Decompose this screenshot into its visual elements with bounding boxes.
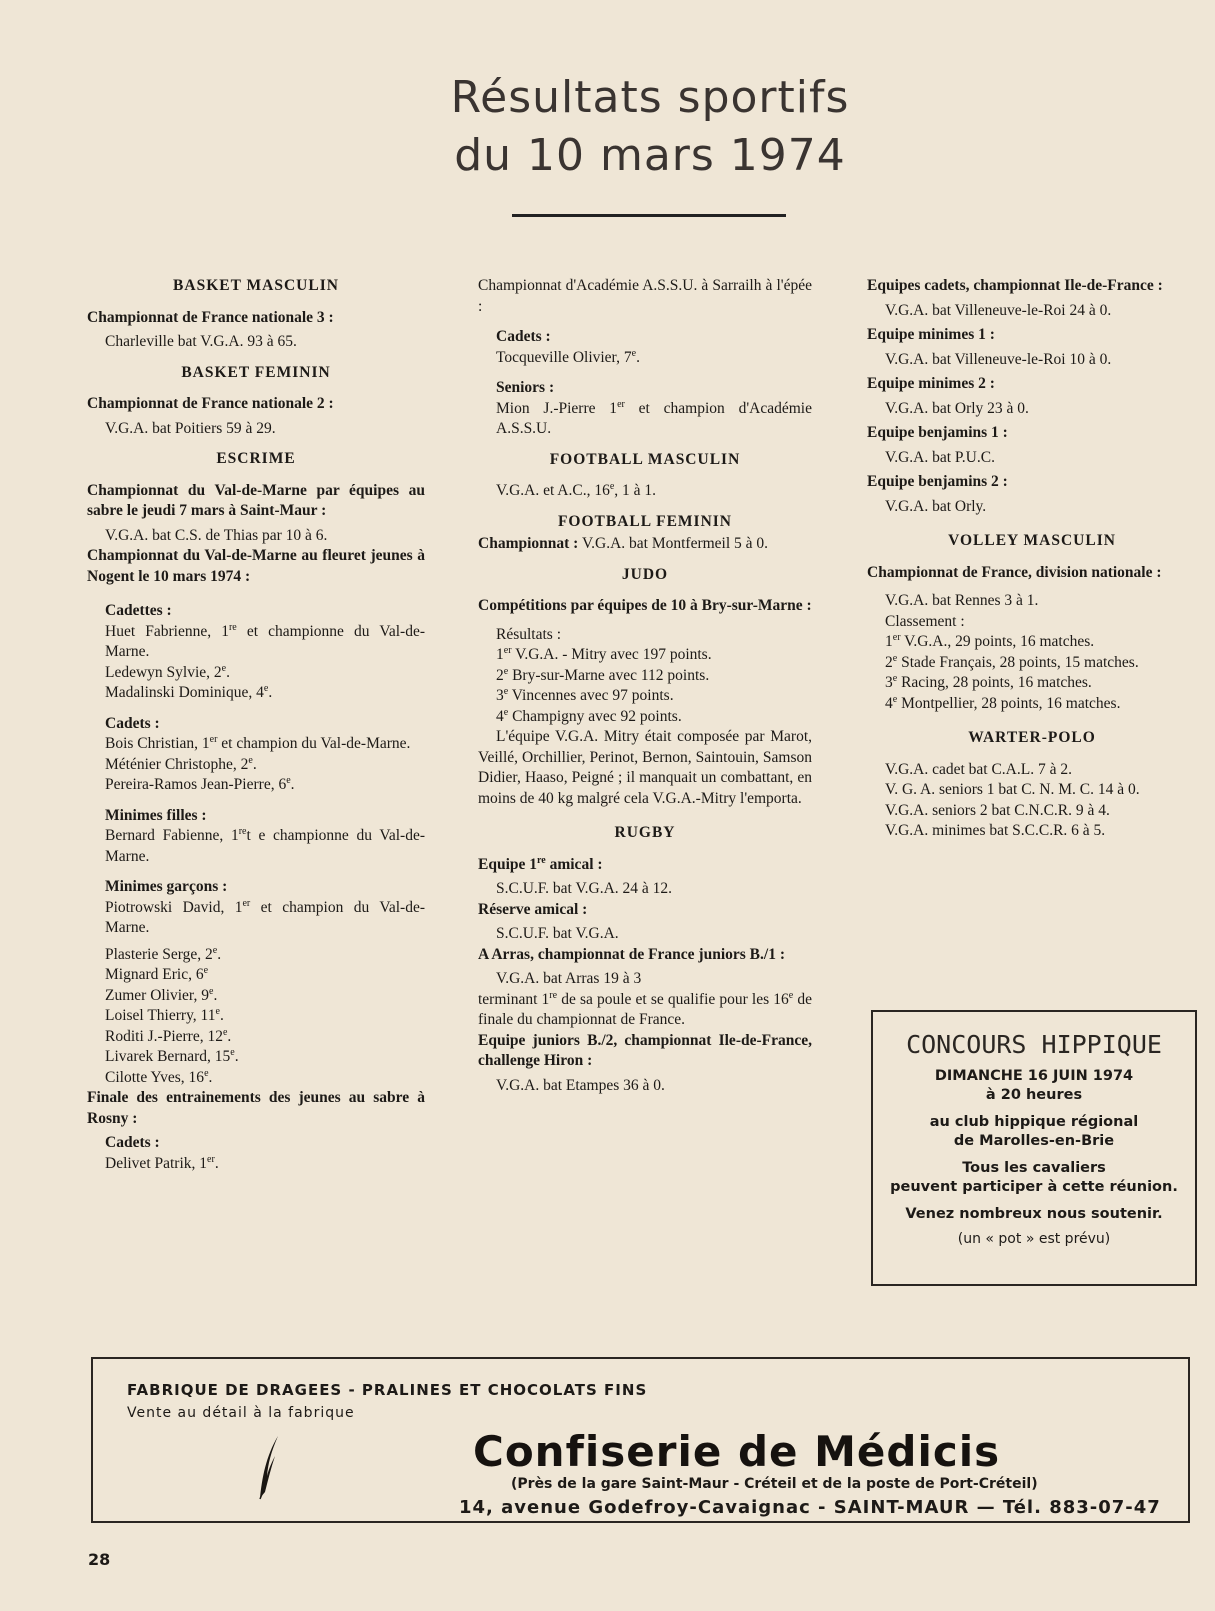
box-date: DIMANCHE 16 JUIN 1974 bbox=[934, 1068, 1134, 1084]
finale-cadets-heading: Cadets : bbox=[105, 1134, 160, 1151]
ad-address: (Près de la gare Saint-Maur - Créteil et de la poste de Port-Créteil) bbox=[511, 1476, 1038, 1492]
column-2 bbox=[478, 276, 812, 1096]
judo-text: L'équipe V.G.A. Mitry était composée par Marot, Veillé, Orchillier, Perinot, Bernon, Saintouin, Samson Didier, Haaso, Peigné ; il manquait un combattant, en moins de 40 kg malgré cela V.G.A.-Mitry l'emporta. bbox=[478, 728, 812, 807]
assu-seniors-heading: Seniors : bbox=[496, 379, 555, 396]
basket-m-result: Charleville bat V.G.A. 93 à 65. bbox=[105, 333, 297, 350]
escrime-result-1: V.G.A. bat C.S. de Thias par 10 à 6. bbox=[105, 526, 328, 544]
escrime-competition-2: Championnat du Val-de-Marne au fleuret jeunes à Nogent le 10 mars 1974 : bbox=[87, 547, 425, 585]
page-title-line-2: du 10 mars 1974 bbox=[454, 130, 846, 181]
cadettes-result-1: Huet Fabrienne, 1re et championne du Val-de-Marne. bbox=[105, 621, 425, 660]
basket-m-competition: Championnat de France nationale 3 : bbox=[87, 308, 334, 326]
concours-hippique-box bbox=[871, 1010, 1197, 1286]
heading-escrime: ESCRIME bbox=[216, 450, 296, 467]
cadets-result-1: Bois Christian, 1er et champion du Val-de-Marne. bbox=[105, 733, 411, 752]
minimes-filles-heading: Minimes filles : bbox=[105, 806, 207, 824]
volley-competition: Championnat de France, division nationale : bbox=[867, 563, 1162, 581]
feather-icon bbox=[256, 1434, 282, 1500]
list-item: V. G. A. seniors 1 bat C. N. M. C. 14 à 0. bbox=[885, 781, 1140, 798]
judo-results-label: Résultats : bbox=[496, 625, 562, 643]
rugby-equipe-1-result: S.C.U.F. bat V.G.A. 24 à 12. bbox=[496, 880, 673, 897]
minimes-2: Equipe minimes 2 : bbox=[867, 375, 995, 392]
cadets-result-2: Méténier Christophe, 2e. bbox=[105, 754, 257, 773]
rugby-arras-result: V.G.A. bat Arras 19 à 3 bbox=[496, 970, 642, 987]
assu-seniors-result: Mion J.-Pierre 1er et champion d'Académie A.S.S.U. bbox=[496, 398, 812, 437]
box-title: CONCOURS HIPPIQUE bbox=[906, 1030, 1162, 1059]
box-venez: Venez nombreux nous soutenir. bbox=[905, 1206, 1163, 1222]
finale-heading: Finale des entrainements des jeunes au sabre à Rosny : bbox=[87, 1089, 425, 1127]
confiserie-advertisement bbox=[91, 1357, 1190, 1523]
rugby-equipe-1: Equipe 1re amical : bbox=[478, 854, 603, 873]
heading-basket-masculin: BASKET MASCULIN bbox=[173, 277, 339, 294]
volley-result: V.G.A. bat Rennes 3 à 1. bbox=[885, 592, 1039, 609]
benjamins-2-result: V.G.A. bat Orly. bbox=[885, 497, 987, 515]
minimes-1: Equipe minimes 1 : bbox=[867, 326, 995, 343]
rugby-juniors: Equipe juniors B./2, championnat Ile-de-France, challenge Hiron : bbox=[478, 1031, 812, 1069]
heading-judo: JUDO bbox=[621, 565, 669, 583]
heading-basket-feminin: BASKET FEMININ bbox=[181, 363, 331, 381]
benjamins-2: Equipe benjamins 2 : bbox=[867, 473, 1008, 490]
football-m-result: V.G.A. et A.C., 16e, 1 à 1. bbox=[496, 480, 657, 499]
box-pot: (un « pot » est prévu) bbox=[957, 1231, 1111, 1247]
cadettes-result-3: Madalinski Dominique, 4e. bbox=[105, 682, 273, 701]
heading-volley-masculin: VOLLEY MASCULIN bbox=[948, 532, 1116, 549]
minimes-2-result: V.G.A. bat Orly 23 à 0. bbox=[885, 399, 1029, 417]
box-cavaliers-2: peuvent participer à cette réunion. bbox=[890, 1179, 1178, 1195]
minimes-garcons-result-1: Piotrowski David, 1er et champion du Val-de-Marne. bbox=[105, 897, 425, 936]
escrime-competition-1: Championnat du Val-de-Marne par équipes au sabre le jeudi 7 mars à Saint-Maur : bbox=[87, 481, 425, 519]
list-item: V.G.A. cadet bat C.A.L. 7 à 2. bbox=[885, 760, 1072, 778]
heading-warter-polo: WARTER-POLO bbox=[968, 729, 1096, 746]
box-place-1: au club hippique régional bbox=[929, 1114, 1139, 1130]
minimes-1-result: V.G.A. bat Villeneuve-le-Roi 10 à 0. bbox=[885, 350, 1112, 368]
benjamins-1-result: V.G.A. bat P.U.C. bbox=[885, 448, 995, 466]
cadets-ile-de-france: Equipes cadets, championnat Ile-de-France : bbox=[867, 277, 1163, 294]
minimes-garcons-heading: Minimes garçons : bbox=[105, 878, 228, 895]
box-place-2: de Marolles-en-Brie bbox=[953, 1133, 1115, 1149]
list-item: 3e Racing, 28 points, 16 matches. bbox=[885, 672, 1092, 691]
classement-label: Classement : bbox=[885, 612, 965, 630]
basket-f-competition: Championnat de France nationale 2 : bbox=[87, 395, 334, 412]
ad-telephone: 14, avenue Godefroy-Cavaignac - SAINT-MAUR — Tél. 883-07-47 bbox=[459, 1497, 1161, 1518]
list-item: 1er V.G.A., 29 points, 16 matches. bbox=[885, 631, 1095, 650]
football-f-result: Championnat : V.G.A. bat Montfermeil 5 à 0. bbox=[478, 535, 769, 552]
list-item: 1er V.G.A. - Mitry avec 197 points. bbox=[496, 644, 712, 663]
column-3 bbox=[867, 276, 1197, 842]
list-item: Roditi J.-Pierre, 12e. bbox=[105, 1026, 232, 1045]
assu-cadets-result: Tocqueville Olivier, 7e. bbox=[496, 347, 640, 366]
list-item: 2e Stade Français, 28 points, 15 matches. bbox=[885, 652, 1139, 671]
rugby-reserve-result: S.C.U.F. bat V.G.A. bbox=[496, 925, 619, 942]
assu-cadets-heading: Cadets : bbox=[496, 328, 551, 345]
assu-competition: Championnat d'Académie A.S.S.U. à Sarrailh à l'épée : bbox=[478, 277, 812, 315]
rugby-reserve: Réserve amical : bbox=[478, 900, 588, 918]
basket-f-result: V.G.A. bat Poitiers 59 à 29. bbox=[105, 419, 276, 437]
minimes-filles-result: Bernard Fabienne, 1ret e championne du Val-de-Marne. bbox=[105, 825, 425, 865]
heading-football-masculin: FOOTBALL MASCULIN bbox=[549, 450, 741, 468]
list-item: V.G.A. minimes bat S.C.C.R. 6 à 5. bbox=[885, 822, 1106, 839]
column-1 bbox=[87, 276, 425, 1174]
box-cavaliers-1: Tous les cavaliers bbox=[962, 1160, 1106, 1176]
finale-result: Delivet Patrik, 1er. bbox=[105, 1153, 219, 1172]
heading-rugby: RUGBY bbox=[614, 824, 676, 841]
list-item: 3e Vincennes avec 97 points. bbox=[496, 685, 674, 704]
list-item: Plasterie Serge, 2e. bbox=[105, 944, 222, 963]
box-time: à 20 heures bbox=[985, 1087, 1083, 1103]
cadettes-result-2: Ledewyn Sylvie, 2e. bbox=[105, 662, 230, 681]
list-item: Mignard Eric, 6e bbox=[105, 964, 209, 983]
list-item: Loisel Thierry, 11e. bbox=[105, 1005, 224, 1024]
cadettes-heading: Cadettes : bbox=[105, 602, 172, 619]
cadets-result-3: Pereira-Ramos Jean-Pierre, 6e. bbox=[105, 774, 295, 793]
ad-line-1: FABRIQUE DE DRAGEES - PRALINES ET CHOCOLATS FINS bbox=[127, 1381, 648, 1399]
list-item: Livarek Bernard, 15e. bbox=[105, 1046, 239, 1065]
page-title-line-1: Résultats sportifs bbox=[450, 72, 850, 123]
list-item: V.G.A. seniors 2 bat C.N.C.R. 9 à 4. bbox=[885, 801, 1110, 819]
rugby-arras: A Arras, championnat de France juniors B./1 : bbox=[478, 945, 785, 963]
ad-company-name: Confiserie de Médicis bbox=[473, 1427, 1001, 1476]
list-item: 4e Champigny avec 92 points. bbox=[496, 706, 682, 725]
cadets-ile-de-france-result: V.G.A. bat Villeneuve-le-Roi 24 à 0. bbox=[885, 301, 1112, 319]
benjamins-1: Equipe benjamins 1 : bbox=[867, 424, 1008, 441]
page-number: 28 bbox=[88, 1550, 111, 1569]
list-item: 2e Bry-sur-Marne avec 112 points. bbox=[496, 665, 710, 684]
list-item: Zumer Olivier, 9e. bbox=[105, 985, 218, 1004]
title-divider bbox=[512, 214, 786, 217]
judo-competition: Compétitions par équipes de 10 à Bry-sur-Marne : bbox=[478, 597, 812, 614]
ad-line-2: Vente au détail à la fabrique bbox=[127, 1405, 355, 1421]
heading-football-feminin: FOOTBALL FEMININ bbox=[557, 512, 733, 530]
rugby-juniors-result: V.G.A. bat Etampes 36 à 0. bbox=[496, 1076, 665, 1094]
cadets-heading: Cadets : bbox=[105, 714, 160, 732]
rugby-arras-text: terminant 1re de sa poule et se qualifie pour les 16e de finale du championnat de France. bbox=[478, 989, 812, 1028]
list-item: Cilotte Yves, 16e. bbox=[105, 1067, 213, 1086]
list-item: 4e Montpellier, 28 points, 16 matches. bbox=[885, 693, 1121, 712]
